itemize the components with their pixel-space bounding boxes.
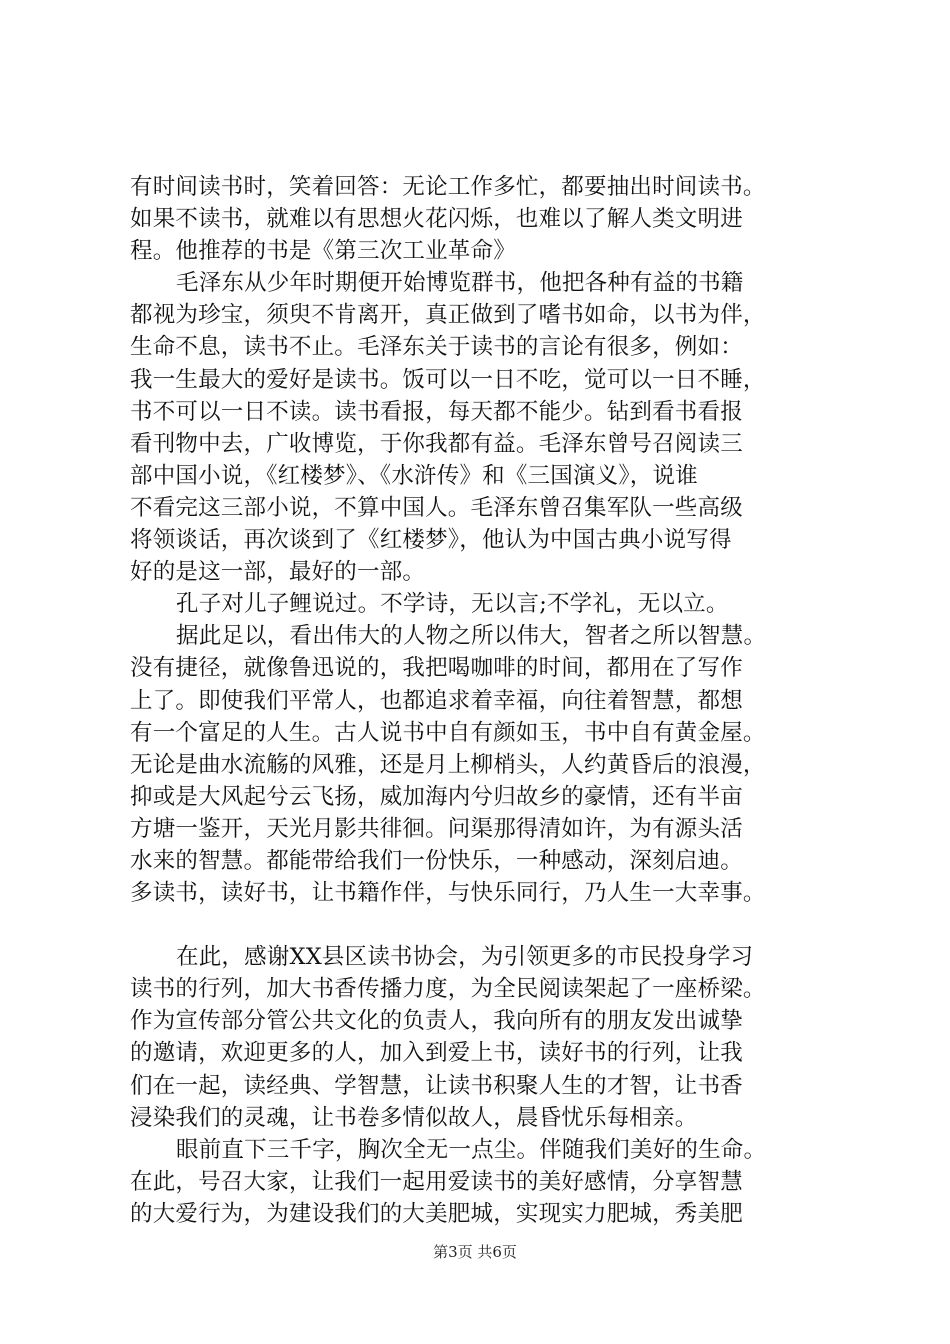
text-line: 抑或是大风起兮云飞扬，威加海内兮归故乡的豪情，还有半亩 bbox=[130, 783, 743, 810]
text-line: 我一生最大的爱好是读书。饭可以一日不吃，觉可以一日不睡， bbox=[130, 366, 766, 393]
text-line: 没有捷径，就像鲁迅说的，我把喝咖啡的时间，都用在了写作 bbox=[130, 655, 743, 682]
text-line: 不看完这三部小说，不算中国人。毛泽东曾召集军队一些高级 bbox=[130, 494, 743, 521]
text-line: 将领谈话，再次谈到了《红楼梦》，他认为中国古典小说写得 bbox=[130, 527, 732, 554]
text-line: 方塘一鉴开，天光月影共徘徊。问渠那得清如许，为有源头活 bbox=[130, 815, 743, 842]
text-line: 好的是这一部，最好的一部。 bbox=[130, 559, 426, 586]
text-line: 程。他推荐的书是《第三次工业革命》 bbox=[130, 238, 516, 265]
text-line: 水来的智慧。都能带给我们一份快乐，一种感动，深刻启迪。 bbox=[130, 847, 743, 874]
text-line: 多读书，读好书，让书籍作伴，与快乐同行，乃人生一大幸事。 bbox=[130, 880, 766, 907]
text-line: 无论是曲水流觞的风雅，还是月上柳梢头，人约黄昏后的浪漫， bbox=[130, 751, 766, 778]
document-body bbox=[130, 171, 830, 1230]
text-line: 如果不读书，就难以有思想火花闪烁，也难以了解人类文明进 bbox=[130, 206, 743, 233]
page-number-footer: 第3页 共6页 bbox=[433, 1243, 517, 1261]
text-line: 看刊物中去，广收博览，于你我都有益。毛泽东曾号召阅读三 bbox=[130, 430, 743, 457]
text-line: 读书的行列，加大书香传播力度，为全民阅读架起了一座桥梁。 bbox=[130, 976, 766, 1003]
text-line: 作为宣传部分管公共文化的负责人，我向所有的朋友发出诚挚 bbox=[130, 1008, 743, 1035]
text-line: 的大爱行为，为建设我们的大美肥城，实现实力肥城，秀美肥 bbox=[130, 1200, 743, 1227]
paragraph-start-line: 孔子对儿子鲤说过。不学诗，无以言;不学礼，无以立。 bbox=[176, 591, 729, 618]
paragraph-gap bbox=[130, 909, 830, 941]
text-line: 生命不息，读书不止。毛泽东关于读书的言论有很多，例如： bbox=[130, 334, 743, 361]
text-line: 的邀请，欢迎更多的人，加入到爱上书，读好书的行列，让我 bbox=[130, 1040, 743, 1067]
text-line: 部中国小说，《红楼梦》、《水浒传》和《三国演义》，说谁 bbox=[130, 462, 698, 489]
text-line: 书不可以一日不读。读书看报，每天都不能少。钻到看书看报 bbox=[130, 398, 743, 425]
text-line: 有一个富足的人生。古人说书中自有颜如玉，书中自有黄金屋。 bbox=[130, 719, 766, 746]
paragraph-start-line: 在此，感谢XX县区读书协会，为引领更多的市民投身学习 bbox=[176, 944, 754, 971]
paragraph-start-line: 眼前直下三千字，胸次全无一点尘。伴随我们美好的生命。 bbox=[176, 1136, 767, 1163]
text-line: 们在一起，读经典、学智慧，让读书积聚人生的才智，让书香 bbox=[130, 1072, 743, 1099]
text-line: 在此，号召大家，让我们一起用爱读书的美好感情，分享智慧 bbox=[130, 1168, 743, 1195]
paragraph-start-line: 据此足以，看出伟大的人物之所以伟大，智者之所以智慧。 bbox=[176, 623, 767, 650]
text-line: 都视为珍宝，须臾不肯离开，真正做到了嗜书如命，以书为伴， bbox=[130, 302, 766, 329]
text-line: 浸染我们的灵魂，让书卷多情似故人，晨昏忧乐每相亲。 bbox=[130, 1104, 698, 1131]
text-line: 上了。即使我们平常人，也都追求着幸福，向往着智慧，都想 bbox=[130, 687, 743, 714]
paragraph-start-line: 毛泽东从少年时期便开始博览群书，他把各种有益的书籍 bbox=[176, 270, 744, 297]
text-line: 有时间读书时，笑着回答：无论工作多忙，都要抽出时间读书。 bbox=[130, 174, 766, 200]
